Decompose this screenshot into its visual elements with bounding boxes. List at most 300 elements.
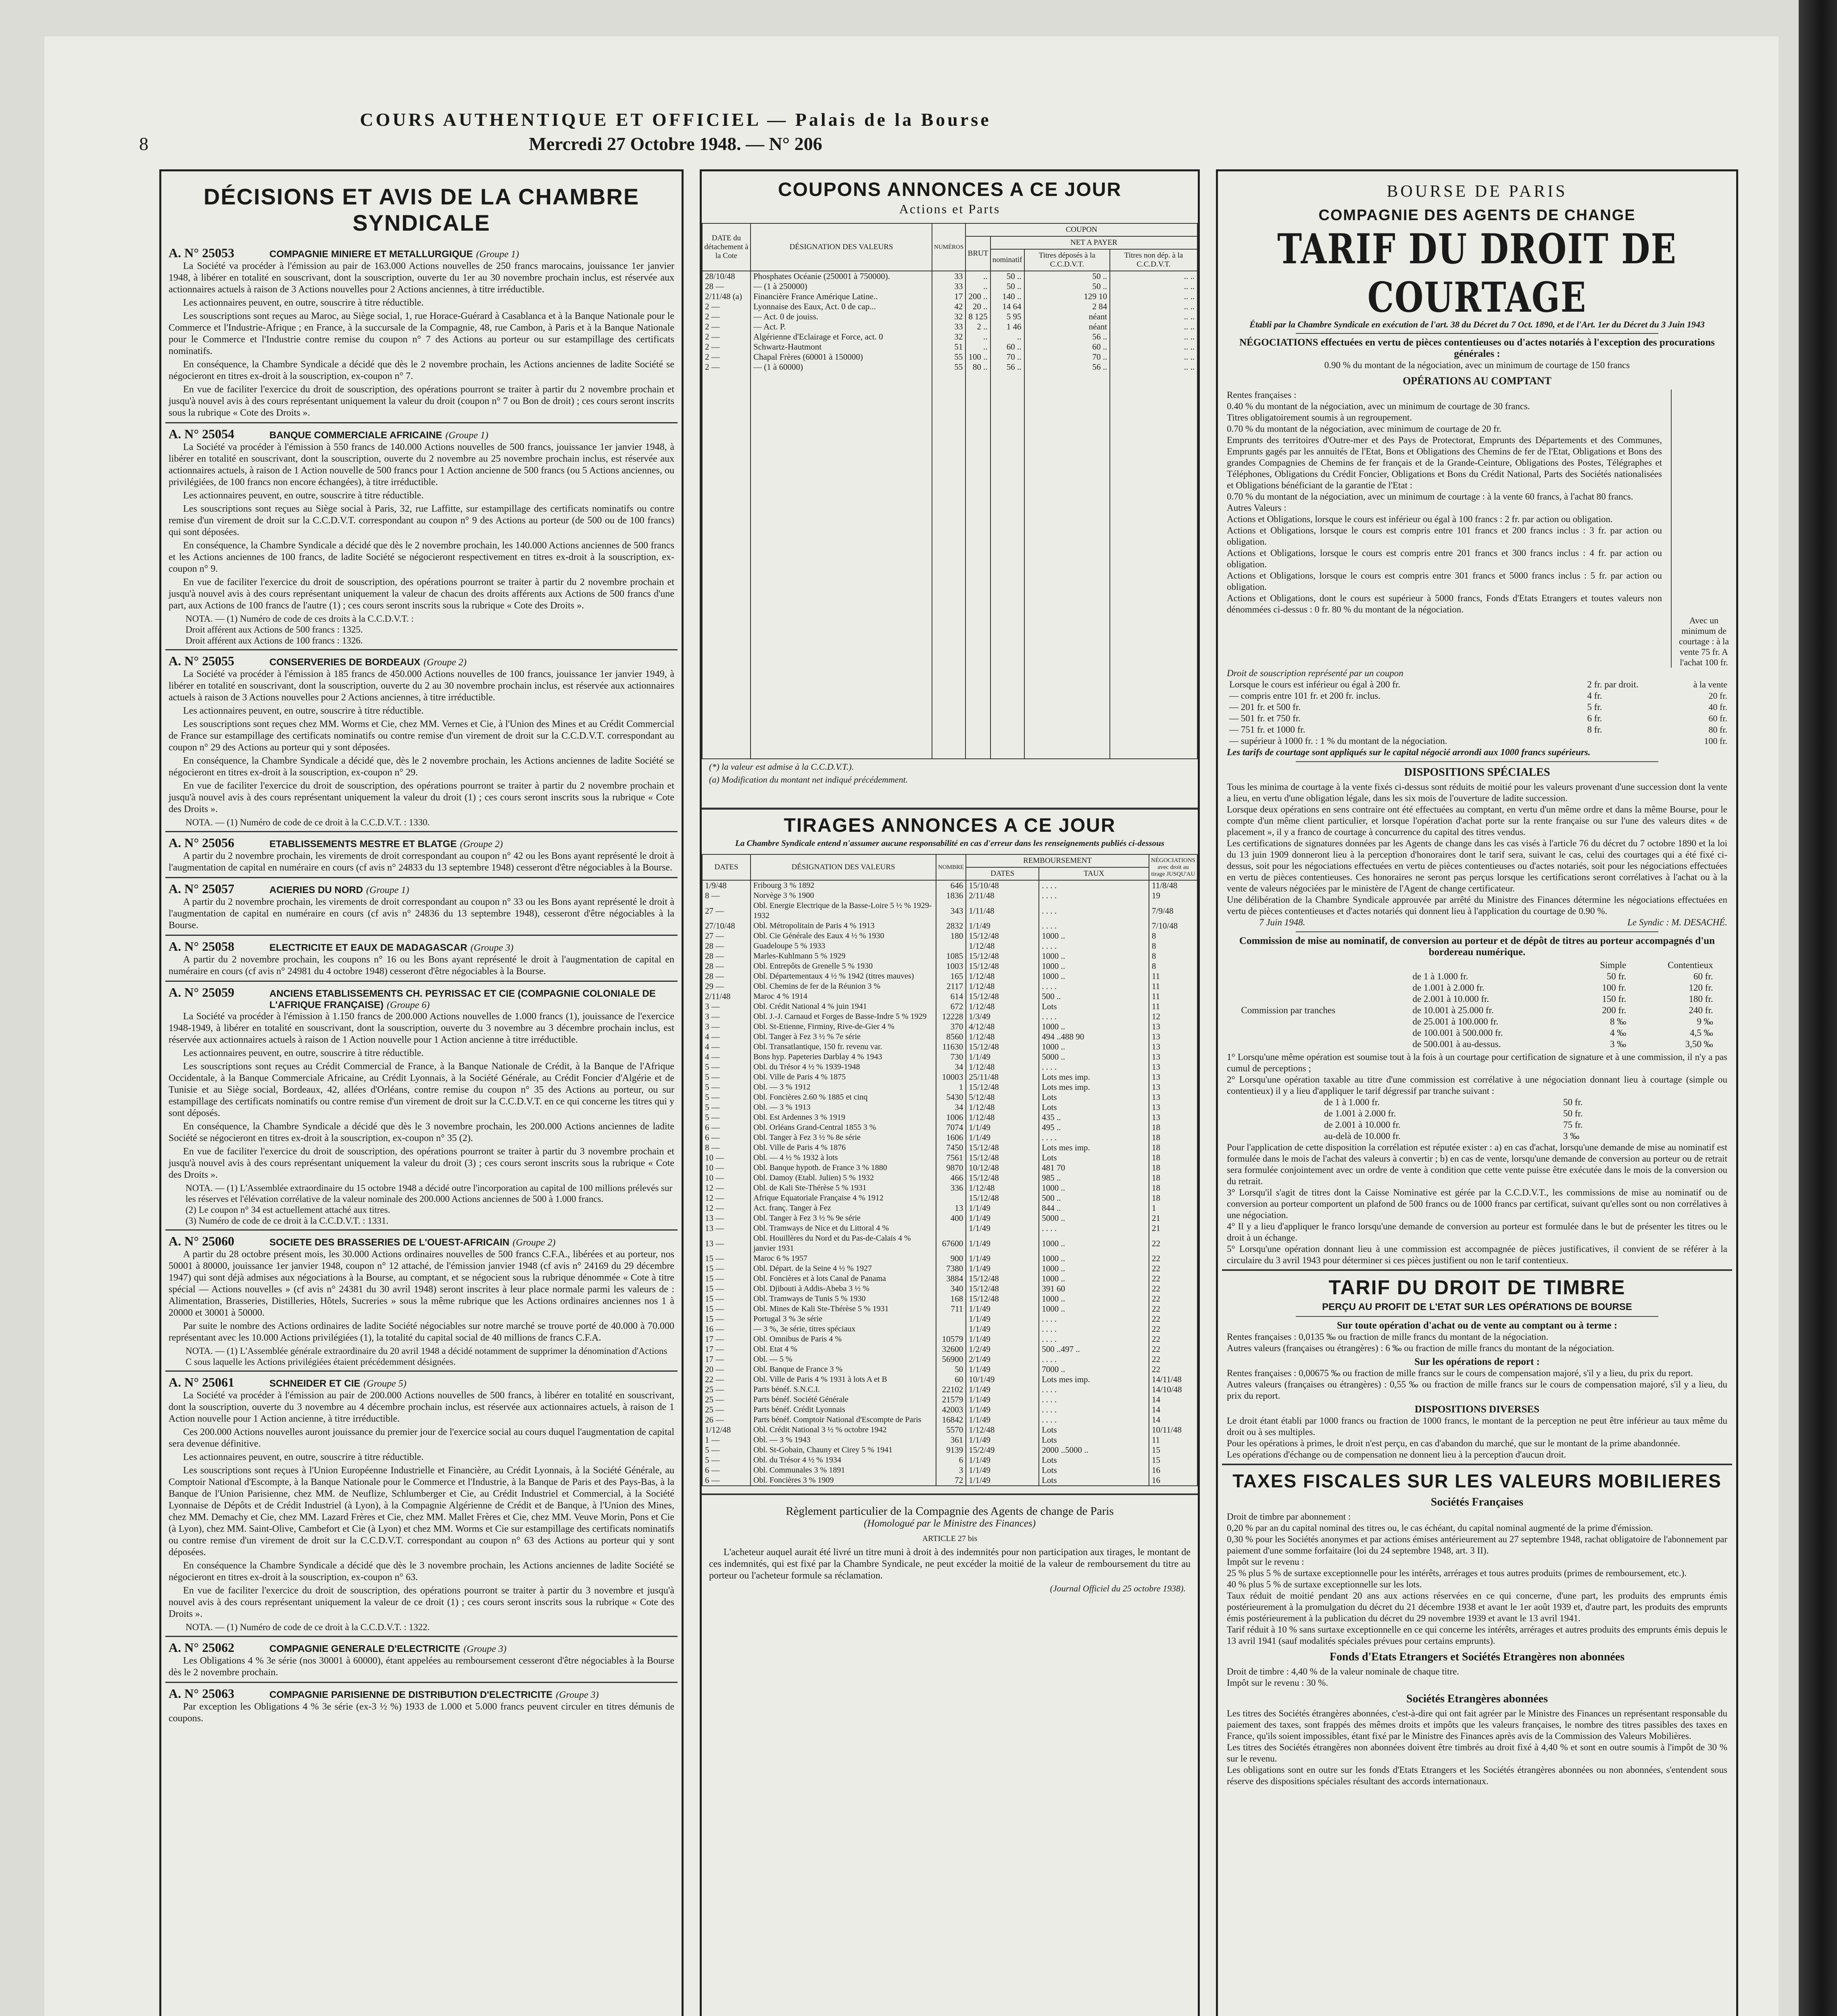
coupon-filler-row (702, 372, 1197, 759)
tirage-cell: 15 — (702, 1314, 751, 1324)
negociations-title: NÉGOCIATIONS effectuées en vertu de pièces contentieuses ou d'actes notariés à l'exception des procurations générales : (1239, 337, 1715, 359)
tirage-cell: Lots (1039, 1465, 1149, 1475)
notice-group: (Groupe 1) (366, 885, 409, 896)
notice-separator (165, 1682, 678, 1683)
taxes-title: TAXES FISCALES SUR LES VALEURS MOBILIERES (1232, 1470, 1722, 1491)
tirage-cell: 17 — (702, 1334, 751, 1344)
tirage-cell: 27 — (702, 931, 751, 941)
tirage-row (702, 901, 1197, 921)
notice-company: BANQUE COMMERCIALE AFRICAINE (269, 430, 442, 441)
tirage-cell: 10 — (702, 1163, 751, 1173)
tirage-cell: 15/12/48 (966, 1153, 1039, 1163)
tirage-cell: Obl. Foncières et à lots Canal de Panama (751, 1274, 936, 1284)
droit-row (1227, 713, 1675, 724)
notice-separator (165, 935, 678, 936)
tirage-cell: Obl. Mines de Kali Ste-Thérèse 5 % 1931 (751, 1304, 936, 1314)
coupon-cell: .. .. (1110, 312, 1197, 322)
notice-separator (165, 1370, 678, 1372)
tirage-cell: Obl. Damoy (Etabl. Julien) 5 % 1932 (751, 1173, 936, 1183)
tirage-row (702, 1435, 1197, 1445)
tirage-cell: 13 (1149, 1032, 1197, 1042)
tirage-cell: . . . . (1039, 891, 1149, 901)
commission-cell: 4,5 ‰ (1690, 1028, 1713, 1038)
tirage-row (702, 1264, 1197, 1274)
coupon-cell: 28/10/48 (702, 271, 751, 281)
coupon-cell: — (1 à 60000) (751, 362, 932, 372)
tirage-cell: Obl. Tanger à Fez 3 ½ % 9e série (751, 1213, 936, 1223)
tirage-cell: 1/1/49 (966, 1254, 1039, 1264)
tirage-cell (936, 1314, 966, 1324)
tirage-cell: Obl. Départementaux 4 ½ % 1942 (titres mauves) (751, 971, 936, 981)
commission-cell: de 2.001 à 10.000 fr. (1412, 994, 1489, 1004)
coupon-row (702, 312, 1197, 322)
timbre-head-1: Sur toute opération d'achat ou de vente au comptant ou à terme : (1337, 1320, 1618, 1331)
tirage-cell: 8 (1149, 961, 1197, 971)
tirage-row (702, 1193, 1197, 1203)
commission-cell: de 100.001 à 500.000 fr. (1412, 1028, 1503, 1038)
notice-company: CONSERVERIES DE BORDEAUX (269, 657, 421, 668)
tirage-cell: 22 (1149, 1314, 1197, 1324)
coupon-cell: 2 — (702, 322, 751, 332)
tirage-cell: 1/1/49 (966, 1203, 1039, 1213)
commission-row (1239, 1016, 1715, 1027)
tirage-row (702, 1133, 1197, 1143)
tirage-cell: . . . . (1039, 1354, 1149, 1364)
tirage-cell: 500 ..497 .. (1039, 1344, 1149, 1354)
tirage-cell: 2/11/48 (702, 991, 751, 1002)
coupon-cell: Schwartz-Hautmont (751, 342, 932, 352)
coupon-cell: .. (965, 281, 990, 292)
tirage-cell: 7/9/48 (1149, 901, 1197, 921)
tirage-cell: Obl. Foncières 3 % 1909 (751, 1475, 936, 1486)
tirage-cell: Obl. J.-J. Carnaud et Forges de Basse-Indre 5 % 1929 (751, 1012, 936, 1022)
tirage-cell: 22 (1149, 1304, 1197, 1314)
tirage-cell: 2117 (936, 981, 966, 991)
commission-row (1239, 1039, 1715, 1050)
tirage-cell: Obl. — 3 % 1912 (751, 1082, 936, 1092)
tirage-row (702, 1213, 1197, 1223)
coupon-cell: — Act. P. (751, 322, 932, 332)
tirage-cell: 3 — (702, 1002, 751, 1012)
tirage-cell: 1/2/49 (966, 1344, 1039, 1354)
tirage-row (702, 1314, 1197, 1324)
tirage-cell: 2832 (936, 921, 966, 931)
notice-header (161, 881, 682, 896)
notice-paragraph: En conséquence la Chambre Syndicale a décidé que dès le 3 novembre prochain, les Actions anciennes de ladite Société se négocieront en titres ex-droit à la souscription, ex-coupon n° 63. (169, 1560, 674, 1583)
tirage-cell: 15 — (702, 1284, 751, 1294)
tirage-cell: Lots (1039, 1425, 1149, 1435)
tirage-cell: 18 (1149, 1143, 1197, 1153)
coupons-tirages-column (700, 169, 1200, 2016)
tirage-cell: . . . . (1039, 880, 1149, 891)
notice-group: (Groupe 6) (387, 1000, 430, 1010)
coupon-row (702, 322, 1197, 332)
coupon-cell: 56 .. (1024, 362, 1110, 372)
tirage-cell: 7074 (936, 1123, 966, 1133)
notice-number: A. N° 25061 (169, 1375, 235, 1389)
tirage-row (702, 1294, 1197, 1304)
notice-number: A. N° 25054 (169, 427, 235, 441)
notice-note: NOTA. — (1) Numéro de code de ce droit à la C.C.D.V.T. : 1322. (186, 1622, 430, 1632)
tirage-row (702, 1354, 1197, 1364)
tirage-cell: 1000 .. (1039, 951, 1149, 961)
tirage-cell: 9870 (936, 1163, 966, 1173)
tirage-cell: 1/1/49 (966, 1324, 1039, 1334)
tirage-cell: 7000 .. (1039, 1364, 1149, 1375)
tarif-title: TARIF DU DROIT DE COURTAGE (1277, 225, 1677, 322)
tirage-cell: Parts bénéf. Comptoir National d'Escompte de Paris (751, 1415, 936, 1425)
tirage-row (702, 1163, 1197, 1173)
tirage-cell: 5 — (702, 1455, 751, 1465)
tirage-cell: Obl. Etat 4 % (751, 1344, 936, 1354)
commission-cell: 150 fr. (1602, 994, 1626, 1004)
notice-company: COMPAGNIE GENERALE D'ELECTRICITE (269, 1643, 461, 1654)
tirage-cell: . . . . (1039, 1405, 1149, 1415)
tirage-cell: 1000 .. (1039, 1042, 1149, 1052)
tirage-cell: Marles-Kuhlmann 5 % 1929 (751, 951, 936, 961)
notice-company-wrap (269, 1378, 407, 1389)
commission-tranche-row (1322, 1131, 1633, 1142)
taxes-sub-3: Sociétés Etrangères abonnées (1406, 1693, 1548, 1705)
tirage-cell: 28 — (702, 971, 751, 981)
tirage-cell: Obl. — 3 % 1913 (751, 1102, 936, 1112)
tirage-cell: 7450 (936, 1143, 966, 1153)
notice-company: COMPAGNIE PARISIENNE DE DISTRIBUTION D'ELECTRICITE (269, 1689, 553, 1700)
th-tir-taux: TAUX (1039, 867, 1149, 880)
tirage-cell: 5 — (702, 1112, 751, 1123)
tirage-row (702, 1395, 1197, 1405)
tirage-cell: 13 (1149, 1072, 1197, 1082)
tirage-cell: . . . . (1039, 1334, 1149, 1344)
notice-company-wrap (269, 885, 409, 896)
notice-company: ETABLISSEMENTS MESTRE ET BLATGE (269, 839, 457, 850)
coupon-cell: 2 — (702, 362, 751, 372)
tirage-cell: . . . . (1039, 921, 1149, 931)
coupon-cell: 32 (932, 332, 965, 342)
tirage-cell: 14 (1149, 1395, 1197, 1405)
tirage-row (702, 1455, 1197, 1465)
commission-cell: 50 fr. (1606, 971, 1626, 981)
disposition-paragraph: Lorsque deux opérations en sens contraire ont été effectuées au comptant, en vertu d'un même ordre et dans la même Bourse, pour le compte d'un même client particulier, et lorsque l'opération d'achat porte sur la rente française ou sur l'une des valeurs dites « de placement », il y a franco de courtage à concurrence du capital des titres vendus. (1227, 804, 1727, 837)
tirage-cell: 1000 .. (1039, 1264, 1149, 1274)
tirage-cell: 1/1/49 (966, 1304, 1039, 1314)
tirage-cell: 5 — (702, 1082, 751, 1092)
coupon-filler-cell (990, 372, 1024, 759)
tirage-cell: 1000 .. (1039, 1233, 1149, 1254)
coupon-cell: 20 .. (965, 302, 990, 312)
tirage-cell: 5/12/48 (966, 1092, 1039, 1102)
coupon-cell: 2 — (702, 352, 751, 362)
tirage-cell: 22 (1149, 1294, 1197, 1304)
commission-row (1239, 971, 1715, 982)
notice-paragraph: Les Obligations 4 % 3e série (nos 30001 à 60000), étant appelées au remboursement cesseront d'être négociables à la Bourse dès le 2 novembre prochain. (169, 1656, 674, 1678)
notice-header (161, 427, 682, 442)
tirage-cell: . . . . (1039, 1133, 1149, 1143)
coupon-cell: néant (1024, 322, 1110, 332)
dispositions-signature (1218, 917, 1736, 928)
tirage-cell: 1/12/48 (966, 1002, 1039, 1012)
coupon-cell: Financière France Amérique Latine.. (751, 292, 932, 302)
coupon-cell: 55 (932, 352, 965, 362)
tirage-cell: 1000 .. (1039, 971, 1149, 981)
commission-tranche-table (1322, 1097, 1633, 1142)
scan-edge (1799, 0, 1837, 2016)
taxes-list-1 (1218, 1511, 1736, 1647)
tirage-row (702, 1022, 1197, 1032)
notice-paragraph: La Société va procéder à l'émission à 550 francs de 140.000 Actions nouvelles de 500 francs, jouissance 1er janvier 1948, à libérer en totalité en souscrivant, dont la souscription, ouverte du 2 novembre au 25 novembre prochain inclus, est réservée aux actionnaires actuels, à raison de 1 Action nouvelle de 500 francs pour 1 Action ancienne de 500 francs (ou 5 Actions anciennes, ou privilégiées, de 100 francs non encore échangées), à titre irréductible. (169, 442, 674, 487)
coupon-cell: 8 125 (965, 312, 990, 322)
tirage-cell: 72 (936, 1475, 966, 1486)
tirage-cell: 22 (1149, 1334, 1197, 1344)
th-non-deposes: Titres non dép. à la C.C.D.V.T. (1110, 249, 1197, 271)
tirage-row (702, 1102, 1197, 1112)
tirage-cell: 1/12/48 (966, 1425, 1039, 1435)
tirage-row (702, 1173, 1197, 1183)
tirage-cell: 27/10/48 (702, 921, 751, 931)
coupon-filler-cell (751, 372, 932, 759)
tirage-cell: 15 — (702, 1254, 751, 1264)
th-tir-rdates: DATES (966, 867, 1039, 880)
coupon-cell: 2 .. (965, 322, 990, 332)
coupon-filler-cell (1110, 372, 1197, 759)
tirage-cell: 22 (1149, 1233, 1197, 1254)
tirage-cell: 11 (1149, 1435, 1197, 1445)
tirage-cell: 34 (936, 1102, 966, 1112)
tirage-cell: 16 (1149, 1465, 1197, 1475)
droit-cell (1585, 735, 1675, 747)
operations-line: Titres obligatoirement soumis à un regroupement. (1227, 412, 1412, 423)
tirage-cell: 1/1/49 (966, 1455, 1039, 1465)
notice-note: NOTA. — (1) L'Assemblée extraordinaire du 15 octobre 1948 a décidé outre l'incorporation au capital de 100 millions prélevés sur les réserves et l'élévation corrélative de la valeur nominale des 200.000 Actions anciennes de 500 à 1.000 francs. (186, 1183, 673, 1204)
commission-label (1239, 1016, 1410, 1027)
tirage-cell: Obl. Energie Electrique de la Basse-Loire 5 ½ % 1929-1932 (751, 901, 936, 921)
commission-tranche-cell: 50 fr. (1563, 1108, 1583, 1118)
tirage-cell: Lots mes imp. (1039, 1082, 1149, 1092)
commission-cell: de 25.001 à 100.000 fr. (1412, 1016, 1499, 1027)
tirage-cell: 5570 (936, 1425, 966, 1435)
tirage-cell: 3884 (936, 1274, 966, 1284)
taxes-sub-1: Sociétés Françaises (1430, 1496, 1524, 1508)
tirage-cell: 27 — (702, 901, 751, 921)
tirage-cell: 26 — (702, 1415, 751, 1425)
tirage-cell: Obl. Départ. de la Seine 4 ½ % 1927 (751, 1264, 936, 1274)
disposition-paragraph: Les certifications de signatures données par les Agents de change dans les cas visés à l'article 76 du décret du 7 octobre 1890 et la loi du 13 juin 1909 donneront lieu à la perception d'honoraires dont le tarif sera, suivant le cas, celui des courtages qui a été fixé ci-dessus, soit pour les négociations effectuées en vertu de pièces contentieuses ou d'actes notariés, soit pour les négociations effectuées en vertu de pièces contentieuses. Ces honoraires ne seront pas perçus lorsque les certifications seront corrélatives à l'achat ou à la vente de valeurs négociées par le ministère de l'Agent de change certificateur. (1227, 838, 1727, 893)
tirage-cell: 3 — (702, 1012, 751, 1022)
coupon-row (702, 362, 1197, 372)
tirage-row (702, 1092, 1197, 1102)
tirage-cell: . . . . (1039, 1314, 1149, 1324)
tirage-cell: 10 — (702, 1173, 751, 1183)
tirage-cell: 13 (1149, 1102, 1197, 1112)
commission-cell: de 1.001 à 2.000 fr. (1412, 983, 1485, 993)
tirage-cell: 336 (936, 1183, 966, 1193)
tirage-cell: 4 — (702, 1032, 751, 1042)
tirage-cell: Lots (1039, 1153, 1149, 1163)
tirage-cell: 15 — (702, 1294, 751, 1304)
commission-cell: de 10.001 à 25.000 fr. (1412, 1005, 1494, 1015)
reglement-subtitle: (Homologué par le Ministre des Finances) (863, 1518, 1036, 1529)
operations-line: Actions et Obligations, lorsque le cours est inférieur ou égal à 100 francs : 2 fr. par action ou obligation. (1227, 514, 1613, 524)
droit-row (1227, 702, 1675, 713)
operations-list (1218, 389, 1671, 668)
tirage-row (702, 1274, 1197, 1284)
coupon-cell: 42 (932, 302, 965, 312)
tirage-cell: 13 (1149, 1092, 1197, 1102)
taxes-line: 0,30 % pour les Sociétés anonymes et par actions émises antérieurement au 27 septembre 1948, rachat obligatoire de l'abonnement par paiement d'une somme forfaitaire (loi du 24 septembre 1948, art. 3 II). (1227, 1534, 1727, 1556)
timbre-list-1 (1218, 1331, 1736, 1354)
tirage-cell: Obl. St-Gobain, Chauny et Cirey 5 % 1941 (751, 1445, 936, 1455)
tirage-cell: Obl. Entrepôts de Grenelle 5 % 1930 (751, 961, 936, 971)
notice-group: (Groupe 1) (476, 249, 519, 260)
tirage-cell: 1000 .. (1039, 1183, 1149, 1193)
coupon-cell: 2 — (702, 302, 751, 312)
tirage-cell: 361 (936, 1435, 966, 1445)
tirage-cell: 42003 (936, 1405, 966, 1415)
notice-group: (Groupe 2) (460, 839, 503, 850)
coupon-cell: 129 10 (1024, 292, 1110, 302)
coupon-cell: 56 .. (1024, 332, 1110, 342)
tirage-cell: 1/1/49 (966, 1475, 1039, 1486)
notice-paragraph: En vue de faciliter l'exercice du droit de souscription, des opérations pourront se traiter à partir du 3 novembre prochain et jusqu'à nouvel avis à des cours représentant uniquement la valeur du droit (3) ; ces cours seront inscrits sous la rubrique « Cote des Droits ». (169, 1146, 674, 1180)
commission-note: 5° Lorsqu'une opération donnant lieu à une commission est accompagnée de pièces justificatives, il convient de se référer à la circulaire du 3 avril 1943 pour déterminer si ces pièces justifient ou non le tarif contentieux. (1227, 1244, 1727, 1265)
notice-number: A. N° 25055 (169, 654, 235, 668)
coupon-cell: .. .. (1110, 302, 1197, 312)
tirage-cell: 165 (936, 971, 966, 981)
tirage-row (702, 1334, 1197, 1344)
reglement-text: L'acheteur auquel aurait été livré un titre muni à droit à des indemnités pour non participation aux tirages, le montant de ces indemnités, qui est fixé par la Chambre Syndicale, ne peut excéder la moitié de la valeur de remboursement du titre au porteur ou l'acheteur formule sa réclamation. (709, 1547, 1191, 1581)
notice-paragraph: Les actionnaires peuvent, en outre, souscrire à titre réductible. (183, 1048, 424, 1058)
operations-line: Actions et Obligations, lorsque le cours est compris entre 301 francs et 5000 francs inclus : 5 fr. par action ou obligation. (1227, 571, 1662, 592)
notice-company-wrap (269, 839, 503, 850)
tirage-cell: Obl. Foncières 2.60 % 1885 et cinq (751, 1092, 936, 1102)
th-deposes: Titres déposés à la C.C.D.V.T. (1024, 249, 1110, 271)
notice-paragraph: Par exception les Obligations 4 % 3e série (ex-3 ½ %) 1933 de 1.000 et 5.000 francs peuvent circuler en titres démunis de coupons. (169, 1702, 674, 1724)
taxes-line: Les titres des Sociétés étrangères non abonnées doivent être timbrés au droit fixé à 4,40 % et sont en outre soumis à l'impôt de 30 % sur le revenu. (1227, 1742, 1727, 1764)
tirage-cell: 1/1/49 (966, 1233, 1039, 1254)
tirage-cell: 15/12/48 (966, 1042, 1039, 1052)
notice-group: (Groupe 3) (470, 943, 514, 953)
coupon-cell: .. (965, 332, 990, 342)
tirage-cell: 340 (936, 1284, 966, 1294)
tirage-cell: 6 — (702, 1465, 751, 1475)
tirage-cell: 56900 (936, 1354, 966, 1364)
tirage-cell: 18 (1149, 1193, 1197, 1203)
tirage-cell: Obl. Tramways de Nice et du Littoral 4 % (751, 1223, 936, 1233)
tirage-cell: 22102 (936, 1385, 966, 1395)
droit-cell: — 501 fr. et 750 fr. (1229, 713, 1301, 723)
tarifs-column (1216, 169, 1738, 2016)
tirage-cell: 8 (1149, 941, 1197, 951)
tirage-cell: 10/1/49 (966, 1375, 1039, 1385)
tirage-cell: . . . . (1039, 1223, 1149, 1233)
tirage-cell: Guadeloupe 5 % 1933 (751, 941, 936, 951)
coupon-cell: Phosphates Océanie (250001 à 750000). (751, 271, 932, 281)
tirage-cell: 21579 (936, 1395, 966, 1405)
commission-label (1239, 982, 1410, 993)
notice-separator (165, 1636, 678, 1637)
coupons-table-area (702, 223, 1198, 804)
tirage-cell: 614 (936, 991, 966, 1002)
tirage-cell: 12 — (702, 1193, 751, 1203)
tirage-cell: Obl. — 4 ½ % 1932 à lots (751, 1153, 936, 1163)
coupons-footnote-2: (a) Modification du montant net indiqué précédemment. (709, 775, 908, 785)
notice-header (161, 1686, 682, 1701)
operations-line: Emprunts des territoires d'Outre-mer et des Pays de Protectorat, Emprunts des Départements et des Communes, Emprunts gagés par les annuités de l'Etat, Bons et Obligations des Chemins de fer de l'Etat, Obligations et Bons des grandes Compagnies de Chemins de fer français et de la Grande-Ceinture, Obligations des Postes, Télégraphes et Téléphones, Obligations du Crédit Foncier, Obligations et Bons du Crédit National, Parts des Sociétés nationalisées et Obligations bénéficiant de la garantie de l'Etat : (1227, 435, 1662, 490)
tirage-cell: 1/1/49 (966, 1223, 1039, 1233)
tirage-row (702, 1032, 1197, 1042)
bourse-de-paris: BOURSE DE PARIS (1387, 182, 1568, 201)
tirage-cell: 15 — (702, 1274, 751, 1284)
commission-row (1239, 1005, 1715, 1016)
th-coupon: COUPON (965, 223, 1197, 236)
notice-note: Droit afférent aux Actions de 500 francs : 1325. (186, 625, 363, 635)
tirage-row (702, 1425, 1197, 1435)
tirage-cell: 14/10/48 (1149, 1385, 1197, 1395)
tirage-cell: Obl. Est Ardennes 3 % 1919 (751, 1112, 936, 1123)
tirage-cell: 7/10/48 (1149, 921, 1197, 931)
commission-tranche-cell: de 1.001 à 2.000 fr. (1324, 1108, 1396, 1118)
timbre-list-2 (1218, 1368, 1736, 1402)
tirage-cell: 1085 (936, 951, 966, 961)
droit-row (1227, 724, 1675, 735)
compagnie-title: COMPAGNIE DES AGENTS DE CHANGE (1318, 207, 1636, 224)
taxes-line: Impôt sur le revenu : 30 %. (1227, 1678, 1328, 1688)
tirage-row (702, 1344, 1197, 1354)
tirage-cell: 22 (1149, 1364, 1197, 1375)
coupon-cell: 60 .. (1024, 342, 1110, 352)
coupon-cell: 51 (932, 342, 965, 352)
tirage-cell: 22 (1149, 1254, 1197, 1264)
operations-line: 0.70 % du montant de la négociation, avec un minimum de courtage : à la vente 60 francs, à l'achat 80 francs. (1227, 492, 1633, 502)
droit-cell: 6 fr. (1587, 713, 1602, 723)
tirage-cell: Obl. Tanger à Fez 3 ½ % 7e série (751, 1032, 936, 1042)
tirage-cell: Obl. Cie Générale des Eaux 4 ½ % 1930 (751, 931, 936, 941)
tirage-cell: 15 — (702, 1264, 751, 1274)
coupon-cell: .. .. (1110, 362, 1197, 372)
timbre-line: Pour les opérations à primes, le droit n'est perçu, en cas d'abandon du marché, que sur le montant de la prime abandonnée. (1227, 1438, 1681, 1448)
tirage-cell: 12 — (702, 1183, 751, 1193)
tirage-cell: 18 (1149, 1123, 1197, 1133)
tirages-subtitle: La Chambre Syndicale entend n'assumer aucune responsabilité en cas d'erreur dans les renseignements publiés ci-dessous (735, 838, 1165, 848)
notice-number: A. N° 25057 (169, 881, 235, 896)
tirage-cell: 5000 .. (1039, 1213, 1149, 1223)
tirage-cell: . . . . (1039, 901, 1149, 921)
tirage-cell: Lots (1039, 1002, 1149, 1012)
coupon-cell: .. .. (1110, 281, 1197, 292)
tirage-cell: 15/10/48 (966, 880, 1039, 891)
tirage-cell: 4 — (702, 1042, 751, 1052)
tirage-cell: 19 (1149, 891, 1197, 901)
tirage-cell: 29 — (702, 981, 751, 991)
tirage-row (702, 1052, 1197, 1062)
notice-number: A. N° 25058 (169, 939, 235, 954)
coupon-row (702, 271, 1197, 281)
tirage-row (702, 1153, 1197, 1163)
commission-cell: 3,50 ‰ (1685, 1039, 1713, 1049)
reglement-box (702, 1493, 1198, 1594)
coupon-cell: 60 .. (990, 342, 1024, 352)
notice-header (161, 654, 682, 669)
droit-side-item: 40 fr. (1708, 702, 1727, 712)
coupon-cell: — Act. 0 de jouiss. (751, 312, 932, 322)
tirage-cell: 34 (936, 1062, 966, 1072)
tirage-cell: 1000 .. (1039, 1304, 1149, 1314)
tirage-row (702, 1405, 1197, 1415)
th-numeros: NUMÉROS (932, 223, 965, 271)
commission-tranche-cell: 3 ‰ (1563, 1131, 1580, 1141)
tirage-cell: 1/1/49 (966, 921, 1039, 931)
tirage-cell: 50 (936, 1364, 966, 1375)
